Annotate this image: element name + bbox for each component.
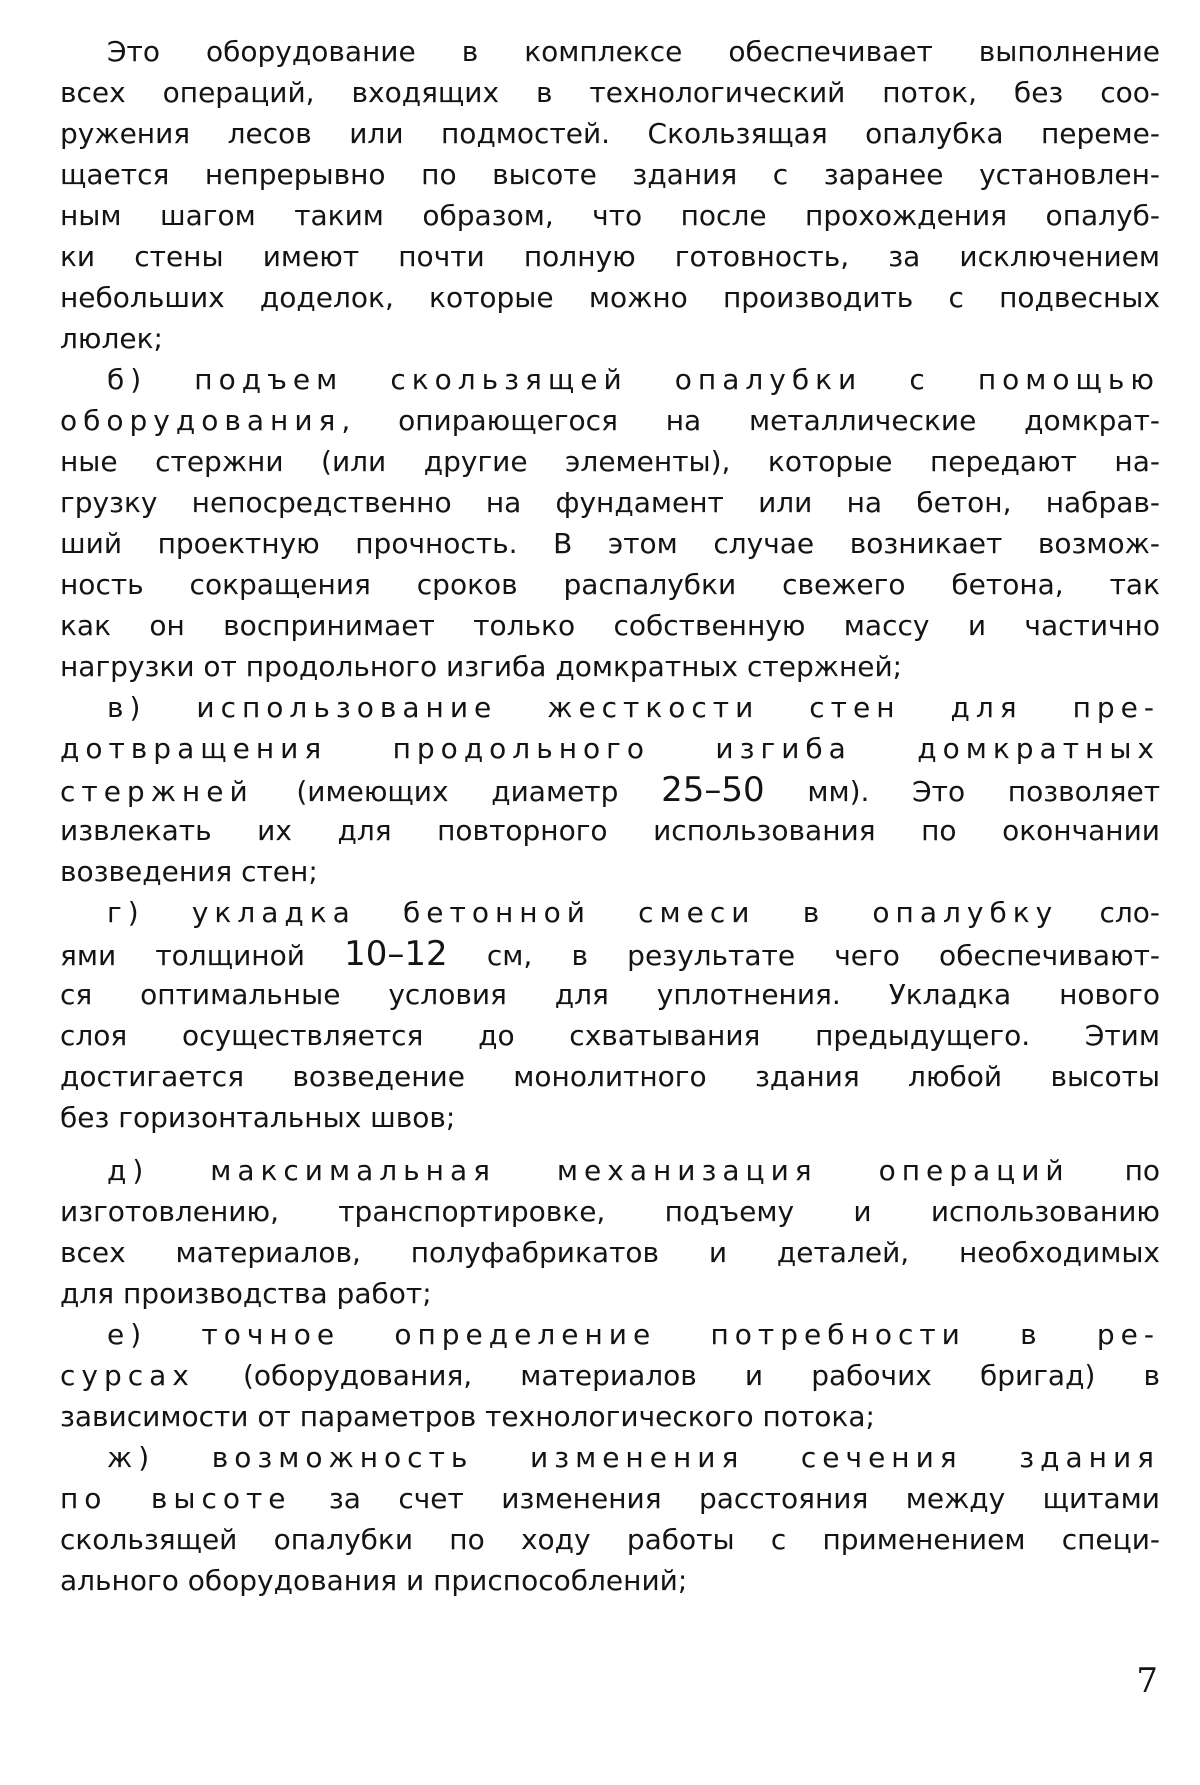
spaced-text: д) максимальная механизация операций <box>107 1154 1070 1187</box>
text-line: ные стержни (или другие элементы), которые передают на- <box>60 445 1160 478</box>
text-line: достигается возведение монолитного здания любой высоты <box>60 1060 1160 1093</box>
text-line: ружения лесов или подмостей. Скользящая опалубка переме- <box>60 117 1160 150</box>
text-line: изготовлению, транспортировке, подъему и использованию <box>60 1195 1160 1228</box>
spaced-text: стержней <box>60 775 254 808</box>
text-line <box>60 1479 1160 1519</box>
text-line: люлек; <box>60 322 163 355</box>
text-span: за счет изменения расстояния между щитами <box>291 1482 1160 1515</box>
text-span: сло- <box>1099 896 1160 929</box>
text-line <box>60 770 1160 812</box>
number-text: 25–50 <box>661 770 765 810</box>
text-line: грузку непосредственно на фундамент или на бетон, набрав- <box>60 486 1160 519</box>
list-item-lead <box>107 1151 1160 1191</box>
text-line: щается непрерывно по высоте здания с заранее установлен- <box>60 158 1160 191</box>
text-line: возведения стен; <box>60 855 318 888</box>
text-span: (оборудования, материалов и рабочих бригад) в <box>194 1359 1160 1392</box>
text-line <box>60 401 1160 441</box>
text-line: слоя осуществляется до схватывания предыдущего. Этим <box>60 1019 1160 1052</box>
text-line: ки стены имеют почти полную готовность, за исключением <box>60 240 1160 273</box>
text-line: всех материалов, полуфабрикатов и деталей, необходимых <box>60 1236 1160 1269</box>
text-span: , опирающегося на металлические домкрат- <box>341 404 1160 437</box>
text-line: всех операций, входящих в технологический поток, без соо- <box>60 76 1160 109</box>
text-span: см, в результате чего обеспечивают- <box>447 939 1160 972</box>
text-line: ным шагом таким образом, что после прохождения опалуб- <box>60 199 1160 232</box>
text-span: мм). Это позволяет <box>764 775 1161 808</box>
spaced-text: оборудования <box>60 404 342 437</box>
text-line: небольших доделок, которые можно производить с подвесных <box>60 281 1160 314</box>
text-line: скользящей опалубки по ходу работы с применением специ- <box>60 1523 1160 1556</box>
page-number: 7 <box>1136 1661 1158 1701</box>
spaced-text: г) укладка бетонной смеси в опалубку <box>107 896 1059 929</box>
text-line: Это оборудование в комплексе обеспечивает выполнение <box>107 35 1160 68</box>
list-item-lead: б) подъем скользящей опалубки с помощью <box>107 363 1160 396</box>
number-text: 10–12 <box>344 934 448 974</box>
text-span: по <box>1124 1154 1160 1187</box>
text-span: ями толщиной <box>60 939 345 972</box>
list-item-lead: в) использование жесткости стен для пре- <box>107 691 1160 724</box>
list-item-lead: е) точное определение потребности в ре- <box>107 1318 1160 1351</box>
text-line: нагрузки от продольного изгиба домкратных стержней; <box>60 650 903 683</box>
text-line: ность сокращения сроков распалубки свежего бетона, так <box>60 568 1160 601</box>
text-line <box>60 1356 1160 1396</box>
text-line: ального оборудования и приспособлений; <box>60 1564 688 1597</box>
text-span: (имеющих диаметр <box>253 775 662 808</box>
text-line: извлекать их для повторного использования по окончании <box>60 814 1160 847</box>
text-line: ся оптимальные условия для уплотнения. Укладка нового <box>60 978 1160 1011</box>
list-item-lead <box>107 893 1160 933</box>
text-line: ший проектную прочность. В этом случае возникает возмож- <box>60 527 1160 560</box>
list-item-lead: ж) возможность изменения сечения здания <box>107 1441 1160 1474</box>
text-line <box>60 934 1160 976</box>
text-line: дотвращения продольного изгиба домкратных <box>60 732 1160 765</box>
spaced-text: по высоте <box>60 1482 292 1515</box>
text-line: зависимости от параметров технологического потока; <box>60 1400 875 1433</box>
spaced-text: сурсах <box>60 1359 195 1392</box>
text-line: как он воспринимает только собственную массу и частично <box>60 609 1160 642</box>
text-line: без горизонтальных швов; <box>60 1101 456 1134</box>
text-line: для производства работ; <box>60 1277 432 1310</box>
